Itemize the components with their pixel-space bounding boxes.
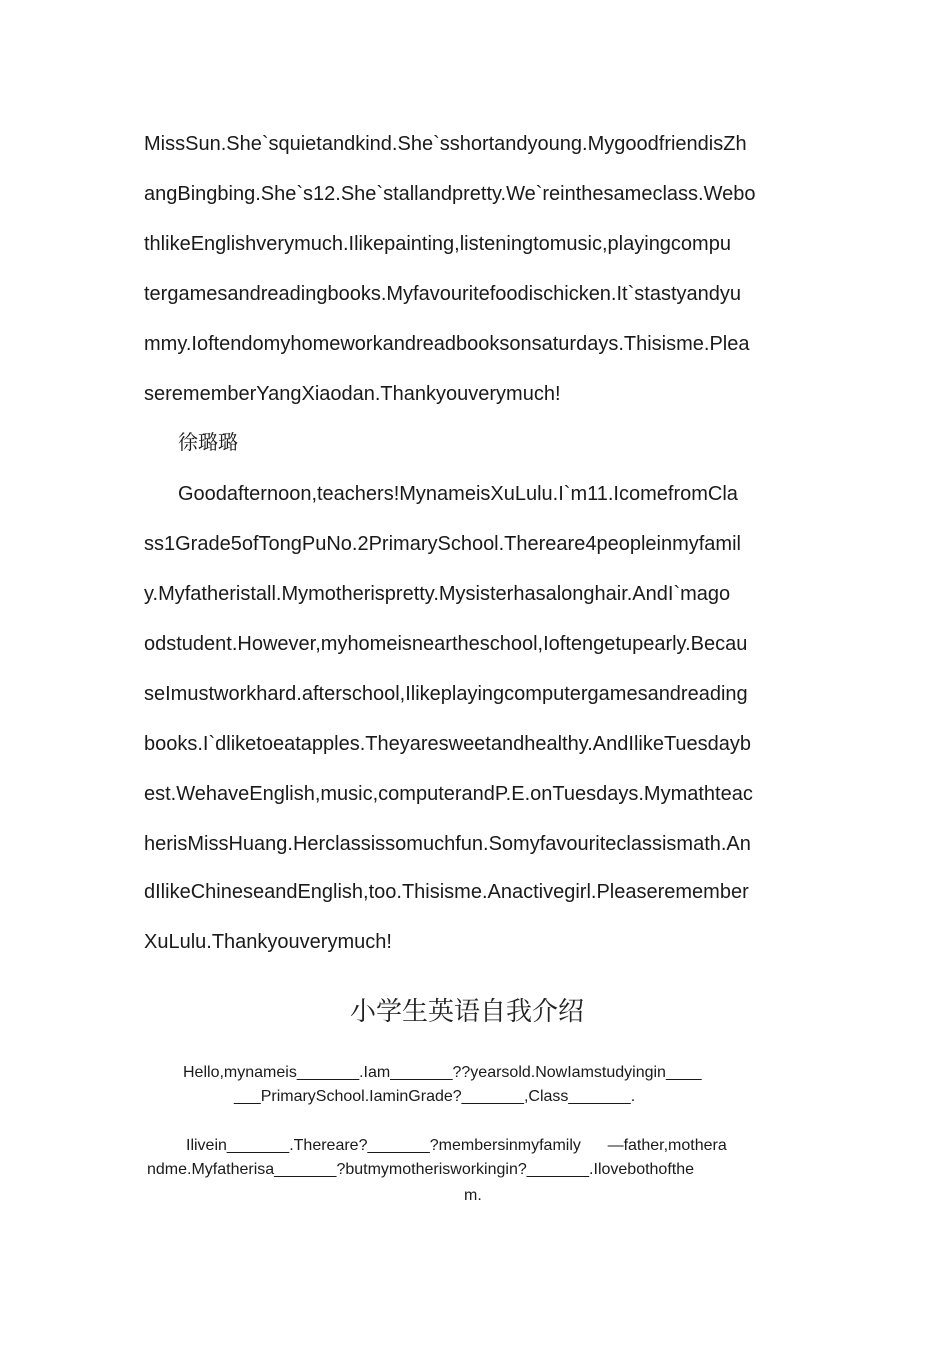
essay2-line: books.I`dliketoeatapples.Theyaresweetandhealthy.AndIlikeTuesdayb <box>144 733 752 755</box>
template-line: m. <box>464 1187 482 1204</box>
essay2-line: Goodafternoon,teachers!MynameisXuLulu.I`m11.IcomefromCla <box>178 483 738 505</box>
essay1-line: thlikeEnglishverymuch.Ilikepainting,listeningtomusic,playingcompu <box>144 233 731 255</box>
essay2-line: est.WehaveEnglish,music,computerandP.E.onTuesdays.Mymathteac <box>144 783 753 805</box>
essay2-line: odstudent.However,myhomeisneartheschool,Ioftengetupearly.Becau <box>144 633 748 655</box>
essay1-line: MissSun.She`squietandkind.She`sshortandyoung.MygoodfriendisZh <box>144 133 747 155</box>
essay1-line: angBingbing.She`s12.She`stallandpretty.We`reinthesameclass.Webo <box>144 183 756 205</box>
essay2-line: ss1Grade5ofTongPuNo.2PrimarySchool.Thereare4peopleinmyfamil <box>144 533 741 555</box>
template-line: ndme.Myfatherisa_______?butmymotherisworkingin?_______.Ilovebothofthe <box>147 1161 695 1178</box>
essay1-line: serememberYangXiaodan.Thankyouverymuch! <box>144 383 561 405</box>
essay2-author-name: 徐璐璐 <box>178 430 238 454</box>
essay1-line: mmy.Ioftendomyhomeworkandreadbooksonsaturdays.Thisisme.Plea <box>144 333 750 355</box>
template-line: Ilivein_______.Thereare?_______?membersinmyfamily —father,mothera <box>186 1137 727 1154</box>
template-line: Hello,mynameis_______.Iam_______??yearsold.NowIamstudyingin____ <box>183 1064 702 1081</box>
section-title: 小学生英语自我介绍 <box>349 997 584 1027</box>
template-line: ___PrimarySchool.IaminGrade?_______,Class_______. <box>234 1088 636 1105</box>
essay2-line: seImustworkhard.afterschool,Ilikeplayingcomputergamesandreading <box>144 683 748 705</box>
essay2-line: y.Myfatheristall.Mymotherispretty.Mysisterhasalonghair.AndI`mago <box>144 583 731 605</box>
essay2-line: dIlikeChineseandEnglish,too.Thisisme.Anactivegirl.Pleaseremember <box>144 881 749 903</box>
essay1-line: tergamesandreadingbooks.Myfavouritefoodischicken.It`stastyandyu <box>144 283 741 305</box>
essay2-line: XuLulu.Thankyouverymuch! <box>144 931 392 953</box>
essay2-line: herisMissHuang.Herclassissomuchfun.Somyfavouriteclassismath.An <box>144 833 751 855</box>
